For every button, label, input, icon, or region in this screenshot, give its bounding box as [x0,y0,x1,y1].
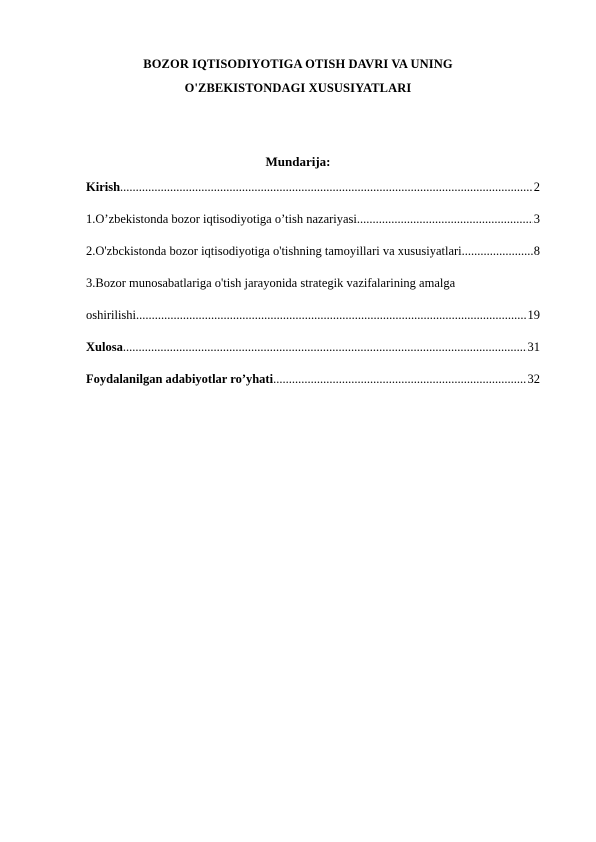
toc-entry-label: 1.O’zbekistonda bozor iqtisodiyotiga o’tish nazariyasi [86,212,357,226]
toc-entry-page: 31 [527,340,540,354]
toc-entry-kirish[interactable] [86,178,540,196]
toc-leader-dots [273,370,526,388]
document-title-line-2: O'ZBEKISTONDAGI XUSUSIYATLARI [184,81,412,95]
toc-entry-references[interactable] [86,370,540,388]
toc-entry-page: 32 [527,372,540,386]
toc-entry-chapter-2[interactable] [86,242,540,260]
toc-entry-page: 3 [533,212,540,226]
toc-heading: Mundarija: [265,154,331,169]
toc-entry-page: 8 [533,244,540,258]
toc-entry-xulosa[interactable] [86,338,540,356]
toc-leader-dots [136,306,526,324]
toc-leader-dots [462,242,533,260]
toc-entry-label: 2.O'zbckistonda bozor iqtisodiyotiga o'tishning tamoyillari va xususiyatlari [86,244,462,258]
toc-entry-page: 19 [527,308,540,322]
toc-entry-page: 2 [533,180,540,194]
toc-entry-chapter-3[interactable] [86,306,540,324]
toc-entry-chapter-3-line-1[interactable]: 3.Bozor munosabatlariga o'tish jarayonida strategik vazifalarining amalga [86,276,456,290]
toc-entry-label: Foydalanilgan adabiyotlar ro’yhati [86,372,274,386]
toc-entry-label: Xulosa [86,340,123,354]
toc-entry-label: oshirilishi [86,308,137,322]
toc-leader-dots [123,338,527,356]
toc-leader-dots [120,178,533,196]
toc-entry-label: Kirish [86,180,121,194]
toc-entry-chapter-1[interactable] [86,210,540,228]
toc-leader-dots [357,210,533,228]
document-title-line-1: BOZOR IQTISODIYOTIGA OTISH DAVRI VA UNING [143,57,453,71]
